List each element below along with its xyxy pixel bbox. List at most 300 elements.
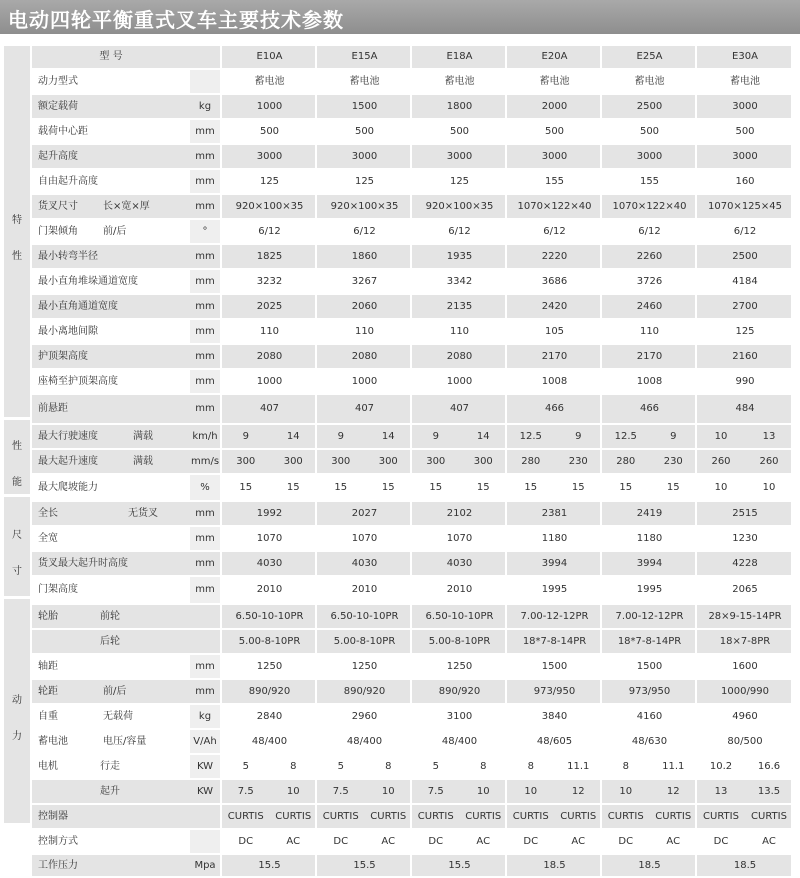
row-value: 10 xyxy=(714,482,728,493)
row-value: 12 xyxy=(666,786,680,797)
row-value: DC xyxy=(238,836,254,847)
row-value: 110 xyxy=(354,326,375,337)
row-value: 3267 xyxy=(351,276,378,287)
row-value: 407 xyxy=(259,403,280,414)
row-value: 2027 xyxy=(351,508,378,519)
row-value: 2065 xyxy=(732,584,758,595)
row-value: 2381 xyxy=(541,508,568,519)
row-value: 920×100×35 xyxy=(425,201,494,212)
row-value: 10 xyxy=(762,482,776,493)
group-cell xyxy=(4,599,30,823)
row-label: 轴距 xyxy=(38,661,58,672)
row-value: CURTIS xyxy=(751,811,787,822)
row-value: 2515 xyxy=(732,508,758,519)
row-value: 7.5 xyxy=(237,786,254,797)
row-value: 11.1 xyxy=(662,761,685,772)
group-label: 能 xyxy=(12,476,22,488)
row-value: 1250 xyxy=(446,661,473,672)
models-header: 型 号 xyxy=(99,51,123,62)
row-unit: mm xyxy=(195,276,215,287)
row-value: 15 xyxy=(666,482,680,493)
row-value: 3000 xyxy=(636,151,663,162)
row-value: 18.5 xyxy=(733,860,757,871)
row-value: 10 xyxy=(714,431,728,442)
row-label: 控制方式 xyxy=(38,836,78,847)
row-value: 4030 xyxy=(256,558,283,569)
row-value: 15.5 xyxy=(353,860,376,871)
row-unit: Mpa xyxy=(194,860,216,871)
row-value: 280 xyxy=(616,456,636,467)
row-value: 3726 xyxy=(636,276,663,287)
row-value: 10 xyxy=(524,786,538,797)
row-value: 1935 xyxy=(446,251,473,262)
row-value: 48/630 xyxy=(631,736,668,747)
row-value: 14 xyxy=(476,431,490,442)
row-value: 1070×122×40 xyxy=(612,201,687,212)
model-name: E10A xyxy=(256,51,283,62)
row-value: 484 xyxy=(735,403,755,414)
row-sublabel: 电压/容量 xyxy=(103,736,147,747)
row-value: CURTIS xyxy=(560,811,597,822)
row-value: 407 xyxy=(449,403,470,414)
row-unit: mm xyxy=(195,661,215,672)
row-value: 12.5 xyxy=(519,431,542,442)
row-value: 48/605 xyxy=(536,736,573,747)
row-value: 蓄电池 xyxy=(254,76,285,87)
row-value: 48/400 xyxy=(441,736,478,747)
row-unit: ° xyxy=(202,226,208,237)
row-value: 6.50-10-10PR xyxy=(235,611,304,622)
row-value: 1070 xyxy=(256,533,283,544)
row-value: 125 xyxy=(354,176,375,187)
row-value: 3994 xyxy=(541,558,568,569)
row-value: 8 xyxy=(290,761,297,772)
row-value: 15 xyxy=(429,482,443,493)
row-value: 500 xyxy=(735,126,755,137)
model-name: E20A xyxy=(541,51,568,62)
model-name: E15A xyxy=(351,51,378,62)
row-value: 125 xyxy=(735,326,755,337)
row-value: 2080 xyxy=(446,351,473,362)
row-unit: mm xyxy=(195,176,215,187)
row-value: 2010 xyxy=(446,584,473,595)
row-value: 2960 xyxy=(351,711,378,722)
row-value: 12.5 xyxy=(614,431,637,442)
row-unit: mm xyxy=(195,126,215,137)
row-unit: % xyxy=(200,482,210,493)
row-value: 2500 xyxy=(636,101,663,112)
row-value: 890/920 xyxy=(343,686,386,697)
row-value: 6/12 xyxy=(733,226,757,237)
row-unit-cell xyxy=(190,630,220,653)
row-value: 3000 xyxy=(541,151,568,162)
row-value: 1000 xyxy=(446,376,473,387)
group-cell xyxy=(4,46,30,417)
row-label: 最大起升速度 xyxy=(38,456,98,467)
row-value: 1008 xyxy=(541,376,568,387)
row-label: 工作压力 xyxy=(38,860,78,871)
row-value: 4030 xyxy=(351,558,378,569)
row-value: 155 xyxy=(639,176,660,187)
row-label: 货叉最大起升时高度 xyxy=(38,558,128,569)
group-label: 性 xyxy=(12,251,22,262)
row-value: 15 xyxy=(571,482,585,493)
row-value: 3000 xyxy=(732,151,758,162)
row-value: AC xyxy=(762,836,776,847)
row-value: 4184 xyxy=(732,276,758,287)
row-value: 8 xyxy=(480,761,487,772)
row-value: 16.6 xyxy=(757,761,781,772)
row-value: 6/12 xyxy=(638,226,661,237)
row-value: 1180 xyxy=(636,533,663,544)
row-value: 2419 xyxy=(636,508,663,519)
row-value: 6/12 xyxy=(543,226,566,237)
row-value: 1070 xyxy=(446,533,473,544)
row-label: 自由起升高度 xyxy=(38,176,98,187)
row-value: 890/920 xyxy=(248,686,291,697)
row-sublabel: 前轮 xyxy=(100,611,120,622)
row-value: 1070 xyxy=(351,533,378,544)
row-value: 10 xyxy=(381,786,395,797)
row-unit: mm/s xyxy=(190,456,220,467)
row-value: CURTIS xyxy=(465,811,502,822)
row-value: 7.5 xyxy=(427,786,444,797)
row-value: DC xyxy=(618,836,634,847)
row-label: 控制器 xyxy=(38,811,68,822)
row-label: 载荷中心距 xyxy=(38,126,88,137)
row-unit: mm xyxy=(195,584,215,595)
row-value: 6.50-10-10PR xyxy=(330,611,399,622)
row-value: 160 xyxy=(735,176,755,187)
group-label: 特 xyxy=(12,215,22,226)
row-unit: mm xyxy=(195,686,215,697)
row-value: 920×100×35 xyxy=(330,201,399,212)
row-value: 15 xyxy=(476,482,490,493)
row-value: 1250 xyxy=(256,661,283,672)
row-label: 前悬距 xyxy=(38,403,68,414)
row-value: 3994 xyxy=(636,558,663,569)
row-sublabel: 行走 xyxy=(100,761,120,772)
row-label: 动力型式 xyxy=(38,76,78,87)
row-value: 125 xyxy=(259,176,280,187)
model-name: E25A xyxy=(636,51,663,62)
row-value: 1995 xyxy=(636,584,663,595)
row-value: 1500 xyxy=(351,101,378,112)
row-unit-cell xyxy=(190,605,220,628)
row-label: 门架倾角 xyxy=(38,226,78,237)
row-value: 5.00-8-10PR xyxy=(238,636,301,647)
row-value: 3686 xyxy=(541,276,568,287)
row-value: 1995 xyxy=(541,584,568,595)
row-value: 110 xyxy=(259,326,280,337)
row-value: 5 xyxy=(432,761,439,772)
row-value: 12 xyxy=(571,786,585,797)
row-value: 300 xyxy=(331,456,351,467)
row-unit: mm xyxy=(195,533,215,544)
row-value: 500 xyxy=(449,126,470,137)
row-value: 2025 xyxy=(256,301,283,312)
row-value: 9 xyxy=(337,431,344,442)
row-unit-cell xyxy=(190,830,220,853)
row-value: 300 xyxy=(426,456,446,467)
row-value: 18*7-8-14PR xyxy=(617,636,682,647)
row-value: 28×9-15-14PR xyxy=(708,611,782,622)
row-unit: mm xyxy=(195,351,215,362)
row-value: AC xyxy=(381,836,396,847)
row-value: 466 xyxy=(544,403,565,414)
row-value: CURTIS xyxy=(607,811,644,822)
row-value: 230 xyxy=(568,456,588,467)
row-value: 2170 xyxy=(541,351,568,362)
row-value: 5.00-8-10PR xyxy=(333,636,396,647)
row-value: 3342 xyxy=(446,276,473,287)
header-unit-cell xyxy=(190,46,220,68)
row-value: 1000/990 xyxy=(721,686,769,697)
row-value: 1180 xyxy=(541,533,568,544)
row-value: 蓄电池 xyxy=(444,76,475,87)
row-label: 货叉尺寸 xyxy=(38,201,78,212)
row-value: 1860 xyxy=(351,251,378,262)
row-value: AC xyxy=(666,836,681,847)
row-value: 1600 xyxy=(732,661,758,672)
row-label: 全宽 xyxy=(38,533,58,544)
row-value: 8 xyxy=(622,761,629,772)
row-value: 125 xyxy=(449,176,470,187)
row-value: DC xyxy=(713,836,729,847)
row-value: 3840 xyxy=(541,711,568,722)
row-value: 3232 xyxy=(256,276,283,287)
row-label: 轮胎 xyxy=(38,611,58,622)
row-value: 2220 xyxy=(541,251,568,262)
row-value: 14 xyxy=(381,431,395,442)
row-sublabel: 前/后 xyxy=(103,686,127,697)
row-value: 7.00-12-12PR xyxy=(615,611,684,622)
row-label: 额定载荷 xyxy=(38,101,78,112)
row-sublabel: 前/后 xyxy=(103,226,127,237)
row-value: 18.5 xyxy=(543,860,566,871)
row-value: 300 xyxy=(283,456,303,467)
row-value: 1230 xyxy=(732,533,758,544)
row-value: 18×7-8PR xyxy=(719,636,771,647)
group-label: 寸 xyxy=(12,566,22,577)
row-value: 11.1 xyxy=(567,761,590,772)
row-value: AC xyxy=(476,836,491,847)
row-value: DC xyxy=(428,836,444,847)
row-value: 14 xyxy=(286,431,300,442)
row-value: 13 xyxy=(762,431,776,442)
row-value: 1000 xyxy=(256,101,283,112)
row-value: 9 xyxy=(670,431,677,442)
row-label: 轮距 xyxy=(38,686,58,697)
row-value: 2700 xyxy=(732,301,758,312)
row-value: 1800 xyxy=(446,101,473,112)
row-value: 1000 xyxy=(256,376,283,387)
row-unit: mm xyxy=(195,403,215,414)
row-value: 7.5 xyxy=(332,786,349,797)
row-value: AC xyxy=(571,836,586,847)
row-label: 电机 xyxy=(38,761,58,772)
row-value: 105 xyxy=(544,326,565,337)
row-value: 466 xyxy=(639,403,660,414)
row-value: 973/950 xyxy=(628,686,671,697)
row-value: 300 xyxy=(473,456,493,467)
row-value: 2060 xyxy=(351,301,378,312)
row-value: 2420 xyxy=(541,301,568,312)
row-label: 最大行驶速度 xyxy=(38,431,98,442)
row-sublabel: 满载 xyxy=(133,431,153,442)
row-label: 最小直角堆垛通道宽度 xyxy=(38,276,138,287)
row-value: DC xyxy=(333,836,349,847)
row-value: 8 xyxy=(527,761,534,772)
row-value: 15.5 xyxy=(258,860,281,871)
model-name: E18A xyxy=(446,51,473,62)
row-sublabel: 满载 xyxy=(133,456,153,467)
row-value: 48/400 xyxy=(346,736,383,747)
row-sublabel: 无载荷 xyxy=(103,711,133,722)
row-value: 2170 xyxy=(636,351,663,362)
row-value: 5 xyxy=(242,761,249,772)
row-value: 蓄电池 xyxy=(634,76,665,87)
row-unit-cell xyxy=(190,805,220,828)
row-value: 9 xyxy=(575,431,582,442)
row-unit: kg xyxy=(198,101,212,112)
row-unit: mm xyxy=(195,301,215,312)
row-value: 155 xyxy=(544,176,565,187)
row-value: DC xyxy=(523,836,539,847)
row-value: 15 xyxy=(524,482,538,493)
row-value: 6/12 xyxy=(353,226,376,237)
group-label: 力 xyxy=(12,730,22,742)
row-value: 15 xyxy=(239,482,253,493)
row-value: 500 xyxy=(639,126,660,137)
row-unit: kg xyxy=(198,711,212,722)
row-value: 110 xyxy=(639,326,660,337)
row-value: 5 xyxy=(337,761,344,772)
row-value: 1825 xyxy=(256,251,283,262)
row-value: 2135 xyxy=(446,301,473,312)
row-label: 最大爬坡能力 xyxy=(38,482,98,493)
group-cell xyxy=(4,497,30,596)
row-value: 1500 xyxy=(541,661,568,672)
row-value: 4160 xyxy=(636,711,663,722)
row-value: 2160 xyxy=(732,351,758,362)
row-label: 护顶架高度 xyxy=(38,351,88,362)
row-value: 2840 xyxy=(256,711,283,722)
row-value: 3100 xyxy=(446,711,473,722)
row-value: CURTIS xyxy=(512,811,549,822)
row-value: CURTIS xyxy=(275,811,312,822)
row-label: 座椅至护顶架高度 xyxy=(38,376,118,387)
row-value: 13.5 xyxy=(757,786,781,797)
row-value: 10 xyxy=(286,786,300,797)
row-value: 8 xyxy=(385,761,392,772)
row-value: 15 xyxy=(619,482,633,493)
row-value: 蓄电池 xyxy=(539,76,570,87)
row-value: 15 xyxy=(381,482,395,493)
row-value: 500 xyxy=(259,126,280,137)
row-value: 3000 xyxy=(256,151,283,162)
row-value: 18.5 xyxy=(638,860,661,871)
row-value: CURTIS xyxy=(655,811,692,822)
row-value: 15.5 xyxy=(448,860,471,871)
row-value: 1500 xyxy=(636,661,663,672)
row-value: 2500 xyxy=(732,251,758,262)
row-value: 260 xyxy=(711,456,731,467)
row-value: AC xyxy=(286,836,301,847)
row-label: 自重 xyxy=(38,711,58,722)
row-value: 3000 xyxy=(732,101,758,112)
row-value: 蓄电池 xyxy=(730,76,760,87)
row-value: 2080 xyxy=(256,351,283,362)
row-value: 973/950 xyxy=(533,686,576,697)
row-label: 起升高度 xyxy=(38,151,78,162)
row-value: 890/920 xyxy=(438,686,481,697)
row-value: 4960 xyxy=(732,711,758,722)
row-sublabel: 起升 xyxy=(100,786,120,797)
row-value: 2010 xyxy=(256,584,283,595)
row-sublabel: 后轮 xyxy=(100,636,120,647)
row-value: 2460 xyxy=(636,301,663,312)
row-unit: mm xyxy=(195,151,215,162)
row-value: CURTIS xyxy=(322,811,359,822)
row-unit: V/Ah xyxy=(193,736,217,747)
row-value: 6/12 xyxy=(258,226,281,237)
row-value: 7.00-12-12PR xyxy=(520,611,589,622)
row-unit-cell xyxy=(190,70,220,93)
row-unit: mm xyxy=(195,558,215,569)
row-label: 蓄电池 xyxy=(38,736,68,747)
row-value: 407 xyxy=(354,403,375,414)
row-label: 最小直角通道宽度 xyxy=(38,301,118,312)
row-value: 10.2 xyxy=(709,761,733,772)
page-title: 电动四轮平衡重式叉车主要技术参数 xyxy=(8,8,344,32)
row-unit: mm xyxy=(195,326,215,337)
row-value: 18*7-8-14PR xyxy=(522,636,587,647)
row-unit: mm xyxy=(195,508,215,519)
row-sublabel: 长×宽×厚 xyxy=(103,201,150,212)
row-value: 10 xyxy=(476,786,490,797)
row-value: 110 xyxy=(449,326,470,337)
row-value: 3000 xyxy=(351,151,378,162)
row-value: 1070×122×40 xyxy=(517,201,592,212)
row-value: CURTIS xyxy=(417,811,454,822)
row-value: 3000 xyxy=(446,151,473,162)
row-value: 500 xyxy=(354,126,375,137)
row-value: 300 xyxy=(378,456,398,467)
row-value: 48/400 xyxy=(251,736,288,747)
model-name: E30A xyxy=(732,51,758,62)
row-value: 1000 xyxy=(351,376,378,387)
row-value: 6.50-10-10PR xyxy=(425,611,494,622)
row-value: 920×100×35 xyxy=(235,201,304,212)
row-label: 最小转弯半径 xyxy=(38,251,98,262)
group-label: 尺 xyxy=(12,530,22,541)
row-value: 2102 xyxy=(446,508,473,519)
row-value: CURTIS xyxy=(227,811,264,822)
row-value: 15 xyxy=(334,482,348,493)
row-unit: KW xyxy=(196,761,214,772)
row-value: 990 xyxy=(735,376,755,387)
row-label: 全长 xyxy=(38,508,58,519)
row-value: 4030 xyxy=(446,558,473,569)
row-sublabel: 无货叉 xyxy=(128,508,158,519)
row-value: 1008 xyxy=(636,376,663,387)
row-unit: mm xyxy=(195,376,215,387)
row-value: CURTIS xyxy=(703,811,739,822)
group-label: 动 xyxy=(12,694,22,706)
row-label: 最小离地间隙 xyxy=(38,326,98,337)
row-value: 9 xyxy=(242,431,249,442)
